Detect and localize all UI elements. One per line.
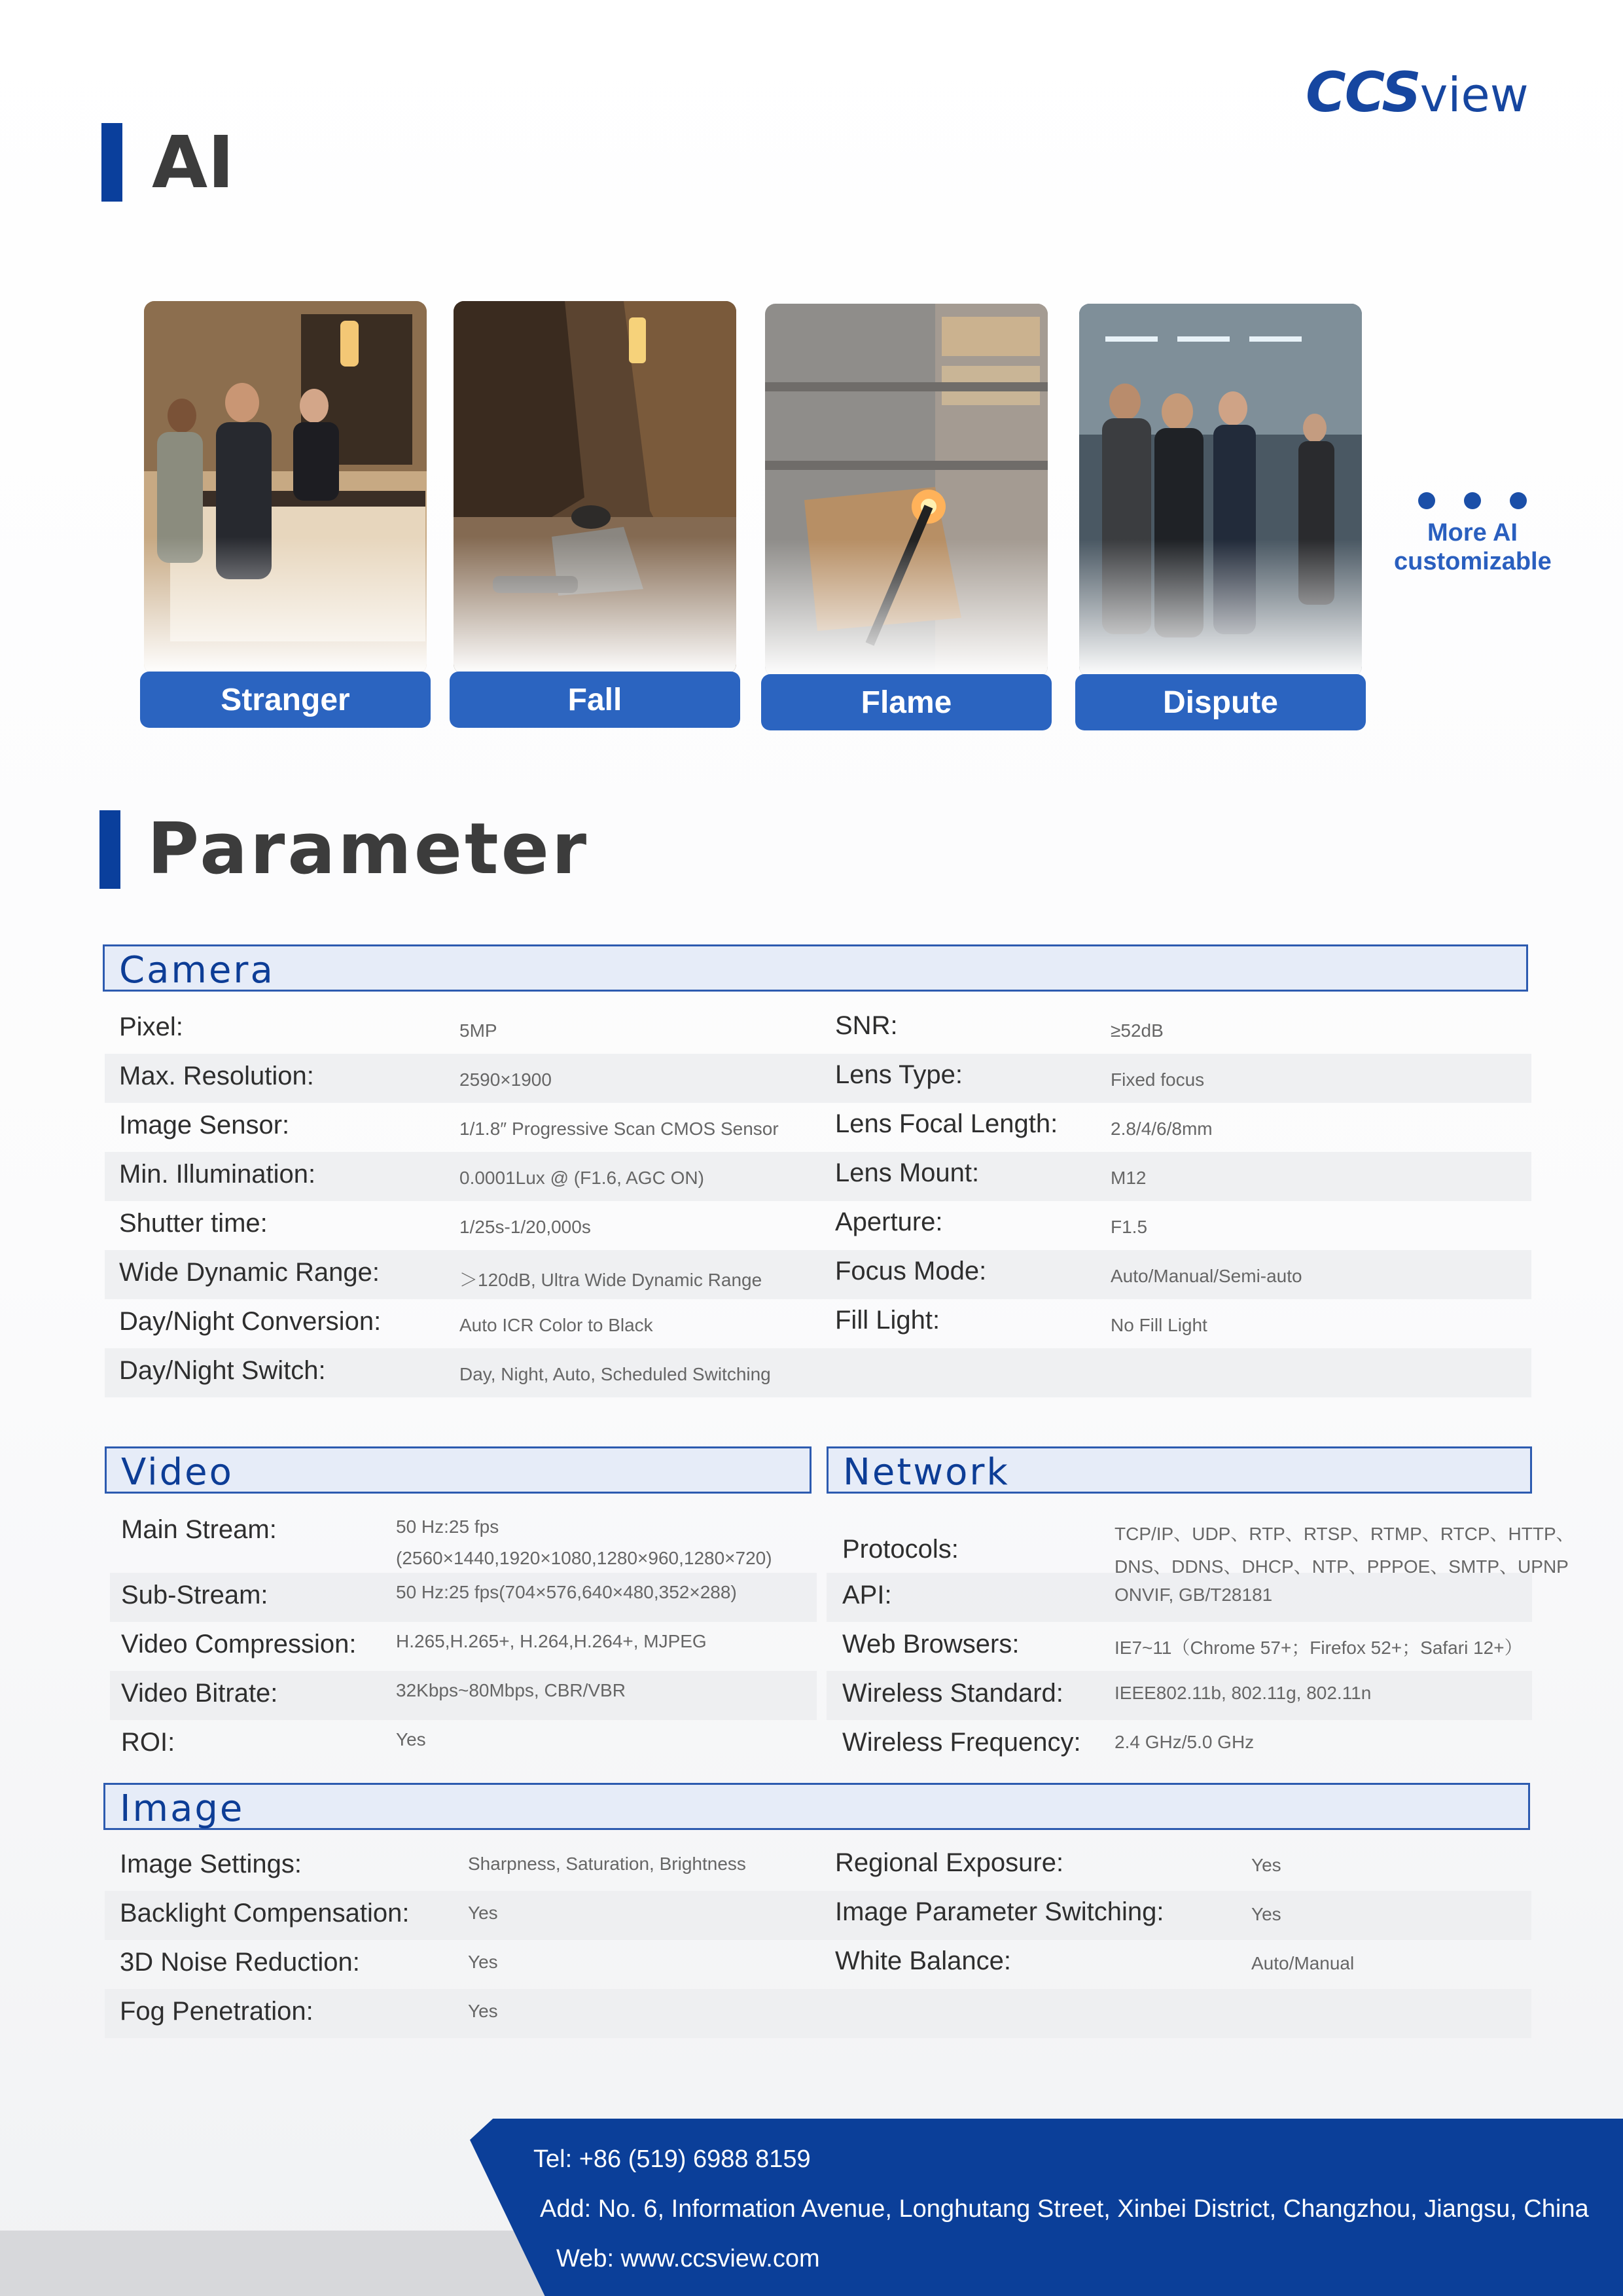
stranger-label: Stranger: [140, 672, 431, 728]
camera-row-bg: [105, 1152, 1531, 1201]
footer-grey-band: [0, 2231, 589, 2296]
video-param-label: Video Bitrate:: [121, 1679, 278, 1708]
network-param-label: API:: [842, 1581, 892, 1609]
camera-param-label: Pixel:: [119, 1013, 183, 1041]
camera-param-value: F1.5: [1111, 1217, 1148, 1237]
camera-param-label: Shutter time:: [119, 1209, 268, 1238]
network-param-label: Wireless Standard:: [842, 1679, 1063, 1708]
parameter-section-bar: [99, 810, 120, 889]
camera-param-value: No Fill Light: [1111, 1315, 1207, 1335]
image-param-label: 3D Noise Reduction:: [120, 1948, 360, 1977]
stranger-photo: [144, 301, 427, 674]
network-param-value: ONVIF, GB/T28181: [1115, 1585, 1273, 1605]
ai-card-stranger: [144, 301, 427, 717]
camera-param-value: Fixed focus: [1111, 1069, 1205, 1090]
video-param-value: Yes: [396, 1729, 426, 1749]
flame-label: Flame: [761, 674, 1052, 730]
camera-param-label: Day/Night Conversion:: [119, 1307, 382, 1336]
video-param-value: 32Kbps~80Mbps, CBR/VBR: [396, 1680, 626, 1700]
flame-photo: [765, 304, 1048, 677]
camera-param-label: Image Sensor:: [119, 1111, 290, 1139]
image-header: Image: [103, 1783, 1530, 1830]
network-param-label: Wireless Frequency:: [842, 1728, 1081, 1757]
ai-card-fall: [454, 301, 736, 717]
video-param-value: H.265,H.265+, H.264,H.264+, MJPEG: [396, 1631, 707, 1651]
camera-header: Camera: [103, 944, 1528, 992]
ellipsis-icon: [1394, 492, 1551, 509]
video-param-label: Sub-Stream:: [121, 1581, 268, 1609]
camera-param-label: Wide Dynamic Range:: [119, 1258, 380, 1287]
image-param-label: Image Parameter Switching:: [835, 1897, 1164, 1926]
footer-tel: Tel: +86 (519) 6988 8159: [533, 2145, 811, 2173]
network-param-value: IE7~11（Chrome 57+；Firefox 52+；Safari 12+）: [1115, 1638, 1523, 1658]
ai-section-bar: [101, 123, 122, 202]
camera-param-label: Lens Focal Length:: [835, 1109, 1058, 1138]
network-header: Network: [827, 1446, 1532, 1494]
image-param-label: White Balance:: [835, 1946, 1012, 1975]
camera-param-label: SNR:: [835, 1011, 898, 1040]
more-ai: More AI customizable: [1394, 492, 1551, 576]
network-param-value: DNS、DDNS、DHCP、NTP、PPPOE、SMTP、UPNP: [1115, 1556, 1569, 1577]
network-param-label: Web Browsers:: [842, 1630, 1020, 1659]
camera-param-value: ＞120dB, Ultra Wide Dynamic Range: [459, 1270, 762, 1290]
dispute-photo: [1079, 304, 1362, 677]
camera-param-label: Max. Resolution:: [119, 1062, 314, 1090]
camera-param-value: Auto/Manual/Semi-auto: [1111, 1266, 1302, 1286]
image-param-label: Backlight Compensation:: [120, 1899, 410, 1928]
ai-card-dispute: [1079, 304, 1362, 720]
camera-param-value: 2.8/4/6/8mm: [1111, 1119, 1213, 1139]
camera-param-value: 1/1.8″ Progressive Scan CMOS Sensor: [459, 1119, 779, 1139]
camera-row-bg: [105, 1054, 1531, 1103]
image-param-value: Yes: [1251, 1855, 1281, 1875]
camera-param-value: 0.0001Lux @ (F1.6, AGC ON): [459, 1168, 704, 1188]
camera-param-label: Lens Mount:: [835, 1158, 980, 1187]
network-param-value: IEEE802.11b, 802.11g, 802.11n: [1115, 1683, 1372, 1703]
image-param-value: Auto/Manual: [1251, 1953, 1355, 1973]
image-param-label: Regional Exposure:: [835, 1848, 1064, 1877]
image-param-value: Yes: [468, 1903, 498, 1923]
footer-web[interactable]: Web: www.ccsview.com: [556, 2245, 820, 2272]
fall-photo: [454, 301, 736, 674]
image-param-value: Yes: [468, 1952, 498, 1972]
image-param-value: Sharpness, Saturation, Brightness: [468, 1854, 746, 1874]
camera-param-value: Auto ICR Color to Black: [459, 1315, 653, 1335]
camera-param-value: 5MP: [459, 1020, 497, 1041]
image-param-value: Yes: [468, 2001, 498, 2021]
image-row-bg: [105, 1989, 1531, 2038]
camera-param-label: Aperture:: [835, 1208, 943, 1236]
camera-param-label: Fill Light:: [835, 1306, 940, 1335]
network-param-value: 2.4 GHz/5.0 GHz: [1115, 1732, 1255, 1752]
image-param-label: Fog Penetration:: [120, 1997, 313, 2026]
video-param-value: 50 Hz:25 fps: [396, 1516, 499, 1537]
video-header: Video: [105, 1446, 812, 1494]
camera-param-label: Day/Night Switch:: [119, 1356, 326, 1385]
parameter-section-title: Parameter: [147, 808, 590, 890]
camera-param-value: 1/25s-1/20,000s: [459, 1217, 591, 1237]
video-param-value: (2560×1440,1920×1080,1280×960,1280×720): [396, 1548, 772, 1568]
camera-param-value: ≥52dB: [1111, 1020, 1164, 1041]
ccsview-logo: CCSview: [1306, 60, 1529, 124]
camera-param-value: M12: [1111, 1168, 1147, 1188]
ai-section-title: AI: [152, 120, 235, 204]
image-param-label: Image Settings:: [120, 1850, 302, 1878]
camera-param-label: Focus Mode:: [835, 1257, 987, 1285]
fall-label: Fall: [450, 672, 740, 728]
camera-param-value: 2590×1900: [459, 1069, 552, 1090]
network-param-value: TCP/IP、UDP、RTP、RTSP、RTMP、RTCP、HTTP、: [1115, 1524, 1575, 1544]
camera-param-label: Min. Illumination:: [119, 1160, 316, 1189]
network-param-label: Protocols:: [842, 1535, 959, 1564]
image-param-value: Yes: [1251, 1904, 1281, 1924]
dispute-label: Dispute: [1075, 674, 1366, 730]
video-param-label: Main Stream:: [121, 1515, 277, 1544]
video-param-value: 50 Hz:25 fps(704×576,640×480,352×288): [396, 1582, 737, 1602]
footer-address: Add: No. 6, Information Avenue, Longhutang Street, Xinbei District, Changzhou, Jiangsu, China: [540, 2195, 1589, 2223]
video-param-label: ROI:: [121, 1728, 175, 1757]
camera-param-label: Lens Type:: [835, 1060, 963, 1089]
ai-card-flame: [765, 304, 1048, 720]
camera-param-value: Day, Night, Auto, Scheduled Switching: [459, 1364, 771, 1384]
video-param-label: Video Compression:: [121, 1630, 357, 1659]
